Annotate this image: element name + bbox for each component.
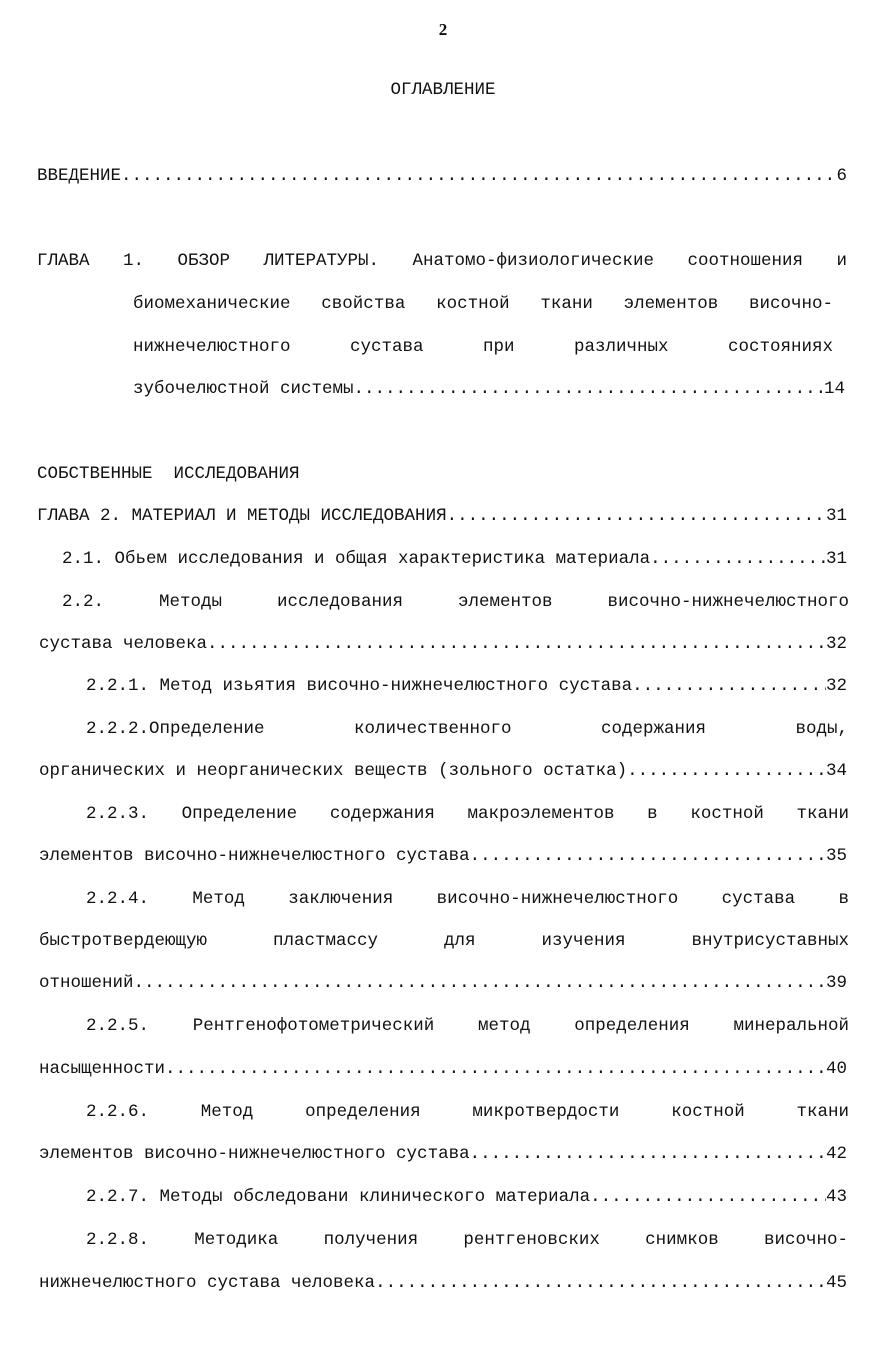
toc-entry-2-2-2-line1: 2.2.2.Определение количественного содержания воды,	[86, 719, 848, 739]
toc-page-number: 34	[825, 761, 847, 781]
toc-page-number: 39	[825, 973, 847, 993]
toc-entry-text: элементов височно-нижнечелюстного сустава	[39, 1144, 470, 1164]
section-heading-own-research: СОБСТВЕННЫЕ ИССЛЕДОВАНИЯ	[37, 464, 300, 484]
dot-leader	[121, 163, 836, 189]
toc-entry-ch1-line3: нижнечелюстного сустава при различных состояниях	[133, 337, 833, 357]
toc-page-number: 32	[825, 676, 847, 696]
dot-leader	[590, 1184, 826, 1210]
toc-entry-text: органических и неорганических веществ (зольного остатка)	[39, 761, 628, 781]
toc-entry-2-2-4-line2: быстротвердеющую пластмассу для изучения внутрисуставных	[39, 931, 849, 951]
toc-entry-2-2-1	[86, 673, 847, 699]
toc-entry-2-2-line2	[39, 631, 847, 657]
toc-page-number: 31	[825, 506, 847, 526]
toc-entry-2-2-6-line2	[39, 1141, 847, 1167]
toc-page-number: 6	[836, 166, 847, 186]
toc-page-number: 45	[825, 1273, 847, 1293]
toc-entry-text: зубочелюстной системы	[133, 379, 354, 399]
toc-page-number: 35	[825, 846, 847, 866]
page-number: 2	[438, 20, 448, 39]
toc-entry-ch1-line2: биомеханические свойства костной ткани элементов височно-	[133, 294, 833, 314]
dot-leader	[134, 970, 826, 996]
dot-leader	[632, 673, 826, 699]
toc-entry-text: 2.2.7. Методы обследовани клинического материала	[86, 1187, 591, 1207]
toc-entry-2-2-4-line3	[39, 970, 847, 996]
dot-leader	[470, 1141, 826, 1167]
toc-entry-2-2-5-line1: 2.2.5. Рентгенофотометрический метод определения минеральной	[86, 1016, 849, 1036]
toc-page-number: 31	[825, 549, 847, 569]
dot-leader	[165, 1056, 826, 1082]
toc-entry-text: отношений	[39, 973, 134, 993]
toc-entry-2-2-8-line2	[39, 1270, 847, 1296]
toc-entry-ch1-line1: ГЛАВА 1. ОБЗОР ЛИТЕРАТУРЫ. Анатомо-физиологические соотношения и	[37, 251, 847, 271]
toc-page-number: 42	[825, 1144, 847, 1164]
toc-entry-intro	[37, 163, 847, 189]
toc-entry-2-2-4-line1: 2.2.4. Метод заключения височно-нижнечелюстного сустава в	[86, 889, 849, 909]
toc-page-number: 40	[825, 1059, 847, 1079]
toc-entry-2-1	[62, 546, 847, 572]
dot-leader	[470, 843, 826, 869]
toc-entry-2-2-2-line2	[39, 758, 847, 784]
toc-entry-2-2-7	[86, 1184, 847, 1210]
toc-entry-text: нижнечелюстного сустава человека	[39, 1273, 376, 1293]
toc-entry-ch2	[37, 503, 847, 529]
toc-entry-2-2-line1: 2.2. Методы исследования элементов височно-нижнечелюстного	[62, 592, 849, 612]
toc-title: ОГЛАВЛЕНИЕ	[390, 80, 496, 100]
toc-page-number: 32	[825, 634, 847, 654]
dot-leader	[650, 546, 826, 572]
toc-entry-ch1-line4	[133, 376, 845, 402]
toc-entry-2-2-8-line1: 2.2.8. Методика получения рентгеновских снимков височно-	[86, 1230, 848, 1250]
toc-entry-text: 2.2.1. Метод изьятия височно-нижнечелюстного сустава	[86, 676, 633, 696]
dot-leader	[207, 631, 826, 657]
toc-entry-text: ГЛАВА 2. МАТЕРИАЛ И МЕТОДЫ ИССЛЕДОВАНИЯ	[37, 506, 447, 526]
toc-entry-2-2-6-line1: 2.2.6. Метод определения микротвердости костной ткани	[86, 1102, 849, 1122]
dot-leader	[447, 503, 826, 529]
toc-entry-text: насыщенности	[39, 1059, 166, 1079]
toc-entry-2-2-5-line2	[39, 1056, 847, 1082]
dot-leader	[354, 376, 824, 402]
toc-entry-text: сустава человека	[39, 634, 208, 654]
toc-entry-2-2-3-line1: 2.2.3. Определение содержания макроэлементов в костной ткани	[86, 804, 849, 824]
dot-leader	[627, 758, 826, 784]
toc-entry-text: 2.1. Обьем исследования и общая характеристика материала	[62, 549, 651, 569]
toc-entry-text: ВВЕДЕНИЕ	[37, 166, 122, 186]
toc-page-number: 43	[825, 1187, 847, 1207]
toc-entry-2-2-3-line2	[39, 843, 847, 869]
toc-entry-text: элементов височно-нижнечелюстного сустава	[39, 846, 470, 866]
dot-leader	[375, 1270, 826, 1296]
toc-page-number: 14	[823, 379, 845, 399]
